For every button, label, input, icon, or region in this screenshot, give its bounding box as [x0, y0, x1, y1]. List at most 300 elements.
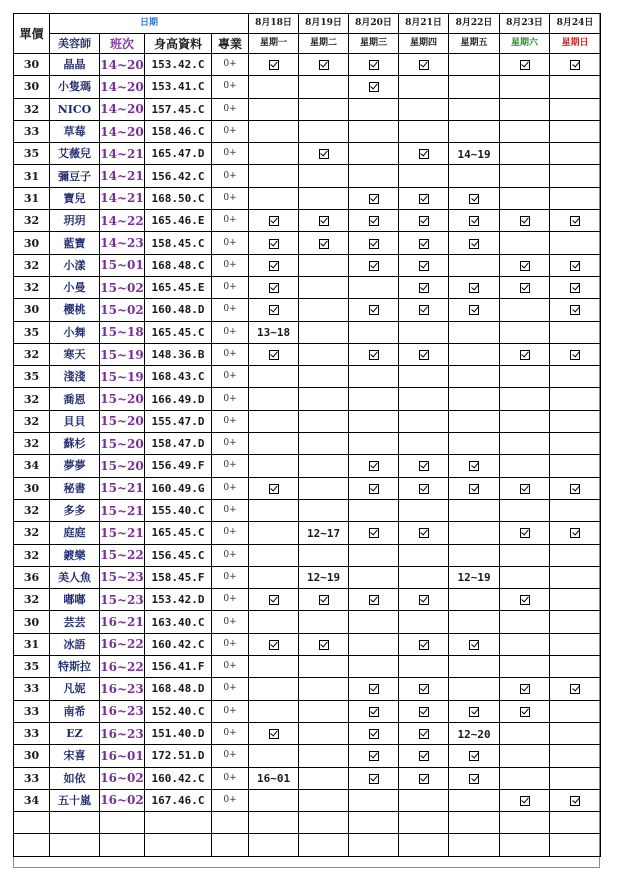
table-row — [14, 812, 601, 834]
day-cell-6 — [550, 165, 601, 187]
day-cell-5 — [500, 143, 550, 165]
schedule-table — [13, 13, 601, 857]
price-header: 單價 — [14, 14, 50, 54]
beautician-name: 鍍樂 — [50, 544, 100, 566]
day-cell-5 — [500, 611, 550, 633]
body-data-cell: 160.48.D — [145, 299, 212, 321]
day-cell-4 — [449, 410, 500, 432]
checkbox-checked-icon — [520, 350, 530, 360]
day-cell-1 — [299, 366, 349, 388]
beautician-name: 小隻瑪 — [50, 76, 100, 98]
body-data-cell: 160.42.C — [145, 767, 212, 789]
day-cell-4 — [449, 834, 500, 856]
table-row — [14, 611, 601, 633]
day-cell-2 — [349, 722, 399, 744]
shift-cell: 15~22 — [100, 544, 145, 566]
profession-cell: 0+ — [212, 366, 249, 388]
day-cell-1 — [299, 455, 349, 477]
day-cell-4 — [449, 433, 500, 455]
day-cell-2 — [349, 388, 399, 410]
profession-cell: 0+ — [212, 700, 249, 722]
day-cell-1 — [299, 656, 349, 678]
checkbox-checked-icon — [469, 283, 479, 293]
beautician-name: 小舞 — [50, 321, 100, 343]
table-row — [14, 745, 601, 767]
beautician-name: 美人魚 — [50, 566, 100, 588]
table-row — [14, 143, 601, 165]
day-cell-4 — [449, 477, 500, 499]
checkbox-checked-icon — [319, 640, 329, 650]
day-cell-1 — [299, 433, 349, 455]
shift-header: 班次 — [100, 34, 145, 54]
day-cell-5 — [500, 187, 550, 209]
beautician-name: 南希 — [50, 700, 100, 722]
day-cell-3 — [399, 722, 449, 744]
day-cell-4 — [449, 812, 500, 834]
checkbox-checked-icon — [419, 484, 429, 494]
profession-cell — [212, 812, 249, 834]
checkbox-checked-icon — [269, 595, 279, 605]
day-cell-1 — [299, 210, 349, 232]
day-cell-0 — [249, 232, 299, 254]
shift-cell: 14~20 — [100, 120, 145, 142]
day-cell-3 — [399, 589, 449, 611]
day-cell-3 — [399, 120, 449, 142]
body-data-cell: 151.40.D — [145, 722, 212, 744]
day-cell-5 — [500, 722, 550, 744]
day-cell-0 — [249, 187, 299, 209]
day-cell-3 — [399, 700, 449, 722]
body-data-cell: 160.49.G — [145, 477, 212, 499]
beautician-name: 淺淺 — [50, 366, 100, 388]
day-cell-2 — [349, 589, 399, 611]
body-data-cell: 163.40.C — [145, 611, 212, 633]
price-cell: 30 — [14, 611, 50, 633]
shift-cell: 16~22 — [100, 656, 145, 678]
shift-cell: 16~23 — [100, 700, 145, 722]
price-cell: 33 — [14, 120, 50, 142]
day-cell-2 — [349, 366, 399, 388]
body-data-cell: 166.49.D — [145, 388, 212, 410]
day-cell-3 — [399, 187, 449, 209]
day-cell-2 — [349, 499, 399, 521]
shift-cell: 14~20 — [100, 76, 145, 98]
day-cell-5 — [500, 566, 550, 588]
checkbox-checked-icon — [570, 216, 580, 226]
day-cell-2 — [349, 633, 399, 655]
day-cell-1 — [299, 321, 349, 343]
beautician-name: NICO — [50, 98, 100, 120]
shift-cell: 15~20 — [100, 388, 145, 410]
body-data-cell: 155.47.D — [145, 410, 212, 432]
price-cell: 30 — [14, 76, 50, 98]
day-cell-5 — [500, 834, 550, 856]
day-cell-4 — [449, 789, 500, 811]
shift-cell: 16~01 — [100, 745, 145, 767]
day-cell-1 — [299, 54, 349, 76]
day-cell-5 — [500, 210, 550, 232]
day-cell-2 — [349, 455, 399, 477]
day-date-0: 8月18日 — [249, 14, 299, 34]
table-row — [14, 210, 601, 232]
shift-cell: 16~23 — [100, 678, 145, 700]
checkbox-checked-icon — [419, 595, 429, 605]
header-row-1 — [14, 14, 601, 34]
profession-cell — [212, 834, 249, 856]
profession-cell: 0+ — [212, 499, 249, 521]
price-cell: 30 — [14, 299, 50, 321]
day-cell-4 — [449, 722, 500, 744]
shift-cell: 16~22 — [100, 633, 145, 655]
shift-time-note: 14~19 — [457, 147, 491, 161]
day-cell-0 — [249, 477, 299, 499]
day-cell-3 — [399, 165, 449, 187]
shift-time-note: 12~20 — [457, 727, 491, 741]
day-cell-3 — [399, 54, 449, 76]
body-data-cell: 148.36.B — [145, 343, 212, 365]
day-cell-0 — [249, 366, 299, 388]
day-cell-6 — [550, 433, 601, 455]
price-cell: 31 — [14, 165, 50, 187]
day-cell-2 — [349, 343, 399, 365]
beautician-name: 宋喜 — [50, 745, 100, 767]
checkbox-checked-icon — [369, 194, 379, 204]
checkbox-checked-icon — [369, 595, 379, 605]
price-cell: 35 — [14, 656, 50, 678]
day-cell-2 — [349, 276, 399, 298]
profession-cell: 0+ — [212, 522, 249, 544]
day-cell-4 — [449, 566, 500, 588]
day-cell-6 — [550, 633, 601, 655]
body-data-cell: 158.45.F — [145, 566, 212, 588]
profession-cell: 0+ — [212, 254, 249, 276]
profession-cell: 0+ — [212, 187, 249, 209]
table-row — [14, 633, 601, 655]
shift-cell: 16~23 — [100, 722, 145, 744]
checkbox-checked-icon — [269, 216, 279, 226]
day-cell-5 — [500, 276, 550, 298]
shift-cell: 15~21 — [100, 477, 145, 499]
beautician-name: EZ — [50, 722, 100, 744]
day-cell-2 — [349, 410, 399, 432]
day-cell-4 — [449, 544, 500, 566]
checkbox-checked-icon — [269, 305, 279, 315]
day-cell-6 — [550, 54, 601, 76]
day-cell-5 — [500, 544, 550, 566]
checkbox-checked-icon — [520, 528, 530, 538]
day-cell-6 — [550, 388, 601, 410]
day-cell-0 — [249, 54, 299, 76]
weekday-0: 星期一 — [249, 34, 299, 54]
checkbox-checked-icon — [570, 261, 580, 271]
checkbox-checked-icon — [419, 261, 429, 271]
day-cell-5 — [500, 433, 550, 455]
body-data-cell — [145, 834, 212, 856]
beautician-name — [50, 834, 100, 856]
day-cell-0 — [249, 656, 299, 678]
day-cell-6 — [550, 477, 601, 499]
checkbox-checked-icon — [570, 283, 580, 293]
day-cell-3 — [399, 566, 449, 588]
beautician-name: 多多 — [50, 499, 100, 521]
day-cell-2 — [349, 187, 399, 209]
table-row — [14, 544, 601, 566]
beautician-name: 寒天 — [50, 343, 100, 365]
day-cell-4 — [449, 388, 500, 410]
day-cell-4 — [449, 76, 500, 98]
day-cell-3 — [399, 388, 449, 410]
day-cell-0 — [249, 633, 299, 655]
checkbox-checked-icon — [520, 595, 530, 605]
day-cell-4 — [449, 210, 500, 232]
body-data-cell: 158.45.C — [145, 232, 212, 254]
body-data-cell — [145, 812, 212, 834]
beautician-name: 小漾 — [50, 254, 100, 276]
checkbox-checked-icon — [520, 796, 530, 806]
day-date-3: 8月21日 — [399, 14, 449, 34]
day-cell-3 — [399, 98, 449, 120]
day-cell-3 — [399, 611, 449, 633]
beautician-name: 凡妮 — [50, 678, 100, 700]
table-row — [14, 566, 601, 588]
price-cell: 30 — [14, 232, 50, 254]
shift-cell: 15~02 — [100, 276, 145, 298]
table-row — [14, 410, 601, 432]
profession-cell: 0+ — [212, 343, 249, 365]
table-row — [14, 343, 601, 365]
shift-cell: 14~21 — [100, 143, 145, 165]
checkbox-checked-icon — [469, 707, 479, 717]
checkbox-checked-icon — [570, 60, 580, 70]
shift-cell: 16~02 — [100, 767, 145, 789]
checkbox-checked-icon — [269, 60, 279, 70]
profession-cell: 0+ — [212, 589, 249, 611]
checkbox-checked-icon — [419, 729, 429, 739]
checkbox-checked-icon — [269, 239, 279, 249]
shift-cell: 15~19 — [100, 366, 145, 388]
beautician-name: 艾薇兒 — [50, 143, 100, 165]
day-cell-0 — [249, 410, 299, 432]
shift-time-note: 12~19 — [457, 571, 491, 585]
day-cell-5 — [500, 388, 550, 410]
day-cell-3 — [399, 767, 449, 789]
day-cell-2 — [349, 143, 399, 165]
checkbox-checked-icon — [570, 796, 580, 806]
shift-cell — [100, 834, 145, 856]
price-cell: 32 — [14, 388, 50, 410]
checkbox-checked-icon — [570, 684, 580, 694]
day-cell-6 — [550, 499, 601, 521]
profession-cell: 0+ — [212, 678, 249, 700]
day-cell-5 — [500, 700, 550, 722]
day-cell-3 — [399, 834, 449, 856]
day-cell-4 — [449, 165, 500, 187]
day-cell-1 — [299, 522, 349, 544]
table-row — [14, 54, 601, 76]
price-cell: 35 — [14, 143, 50, 165]
checkbox-checked-icon — [570, 528, 580, 538]
day-cell-0 — [249, 678, 299, 700]
checkbox-checked-icon — [369, 774, 379, 784]
weekday-6: 星期日 — [550, 34, 601, 54]
shift-time-note: 16~01 — [256, 772, 291, 786]
day-cell-6 — [550, 120, 601, 142]
day-cell-6 — [550, 611, 601, 633]
day-cell-6 — [550, 700, 601, 722]
profession-cell: 0+ — [212, 321, 249, 343]
day-cell-6 — [550, 276, 601, 298]
day-cell-0 — [249, 98, 299, 120]
price-cell: 31 — [14, 633, 50, 655]
beautician-name: 寶兒 — [50, 187, 100, 209]
day-cell-1 — [299, 700, 349, 722]
checkbox-checked-icon — [369, 216, 379, 226]
shift-cell: 14~21 — [100, 187, 145, 209]
checkbox-checked-icon — [520, 216, 530, 226]
shift-cell: 15~23 — [100, 589, 145, 611]
profession-cell: 0+ — [212, 76, 249, 98]
day-cell-0 — [249, 143, 299, 165]
day-cell-3 — [399, 143, 449, 165]
day-date-4: 8月22日 — [449, 14, 500, 34]
day-cell-0 — [249, 566, 299, 588]
checkbox-checked-icon — [369, 261, 379, 271]
day-cell-5 — [500, 589, 550, 611]
day-cell-6 — [550, 76, 601, 98]
day-cell-0 — [249, 767, 299, 789]
profession-cell: 0+ — [212, 656, 249, 678]
day-cell-1 — [299, 722, 349, 744]
day-cell-0 — [249, 812, 299, 834]
shift-time-note: 12~19 — [306, 571, 341, 585]
beautician-name: 庭庭 — [50, 522, 100, 544]
checkbox-checked-icon — [469, 239, 479, 249]
table-row — [14, 700, 601, 722]
price-cell: 30 — [14, 477, 50, 499]
checkbox-checked-icon — [520, 684, 530, 694]
price-cell: 34 — [14, 455, 50, 477]
day-cell-5 — [500, 745, 550, 767]
day-cell-1 — [299, 254, 349, 276]
day-cell-2 — [349, 656, 399, 678]
table-row — [14, 455, 601, 477]
day-cell-4 — [449, 143, 500, 165]
checkbox-checked-icon — [419, 774, 429, 784]
day-cell-5 — [500, 812, 550, 834]
profession-cell: 0+ — [212, 767, 249, 789]
day-cell-6 — [550, 678, 601, 700]
beautician-name: 夢夢 — [50, 455, 100, 477]
body-data-cell: 168.50.C — [145, 187, 212, 209]
day-cell-6 — [550, 544, 601, 566]
profession-cell: 0+ — [212, 433, 249, 455]
price-cell: 35 — [14, 366, 50, 388]
price-cell: 36 — [14, 566, 50, 588]
shift-cell: 14~22 — [100, 210, 145, 232]
day-cell-1 — [299, 745, 349, 767]
day-cell-5 — [500, 232, 550, 254]
price-cell: 32 — [14, 98, 50, 120]
profession-cell: 0+ — [212, 745, 249, 767]
day-cell-5 — [500, 656, 550, 678]
day-cell-1 — [299, 165, 349, 187]
day-cell-5 — [500, 343, 550, 365]
body-data-cell: 165.45.C — [145, 321, 212, 343]
profession-cell: 0+ — [212, 544, 249, 566]
shift-cell: 15~18 — [100, 321, 145, 343]
day-cell-1 — [299, 410, 349, 432]
day-cell-3 — [399, 366, 449, 388]
day-cell-2 — [349, 232, 399, 254]
body-data-cell: 168.48.C — [145, 254, 212, 276]
checkbox-checked-icon — [570, 350, 580, 360]
checkbox-checked-icon — [469, 461, 479, 471]
day-cell-6 — [550, 566, 601, 588]
checkbox-checked-icon — [419, 684, 429, 694]
table-row — [14, 232, 601, 254]
profession-cell: 0+ — [212, 120, 249, 142]
checkbox-checked-icon — [469, 305, 479, 315]
table-row — [14, 789, 601, 811]
shift-cell: 15~21 — [100, 522, 145, 544]
schedule-body — [14, 54, 601, 857]
day-cell-3 — [399, 321, 449, 343]
shift-cell — [100, 812, 145, 834]
checkbox-checked-icon — [419, 305, 429, 315]
checkbox-checked-icon — [469, 216, 479, 226]
beautician-name: 冰語 — [50, 633, 100, 655]
day-cell-3 — [399, 745, 449, 767]
day-cell-6 — [550, 187, 601, 209]
day-cell-2 — [349, 120, 399, 142]
shift-cell: 15~21 — [100, 499, 145, 521]
checkbox-checked-icon — [469, 751, 479, 761]
checkbox-checked-icon — [269, 350, 279, 360]
price-cell: 31 — [14, 187, 50, 209]
day-cell-5 — [500, 120, 550, 142]
profession-cell: 0+ — [212, 455, 249, 477]
day-cell-6 — [550, 299, 601, 321]
day-cell-3 — [399, 656, 449, 678]
day-cell-5 — [500, 165, 550, 187]
day-cell-2 — [349, 98, 399, 120]
day-cell-1 — [299, 767, 349, 789]
day-cell-3 — [399, 789, 449, 811]
beautician-name: 如依 — [50, 767, 100, 789]
day-cell-0 — [249, 276, 299, 298]
weekday-5: 星期六 — [500, 34, 550, 54]
price-cell: 32 — [14, 522, 50, 544]
profession-cell: 0+ — [212, 410, 249, 432]
beautician-name: 玥玥 — [50, 210, 100, 232]
day-cell-1 — [299, 187, 349, 209]
checkbox-checked-icon — [419, 60, 429, 70]
checkbox-checked-icon — [419, 640, 429, 650]
body-data-cell: 157.45.C — [145, 98, 212, 120]
day-cell-2 — [349, 544, 399, 566]
day-cell-4 — [449, 120, 500, 142]
day-cell-2 — [349, 700, 399, 722]
shift-cell: 16~21 — [100, 611, 145, 633]
price-cell: 33 — [14, 700, 50, 722]
day-cell-6 — [550, 812, 601, 834]
profession-cell: 0+ — [212, 299, 249, 321]
beautician-header: 美容師 — [50, 34, 100, 54]
day-cell-3 — [399, 477, 449, 499]
day-cell-6 — [550, 767, 601, 789]
body-data-cell: 153.42.D — [145, 589, 212, 611]
price-cell: 35 — [14, 321, 50, 343]
